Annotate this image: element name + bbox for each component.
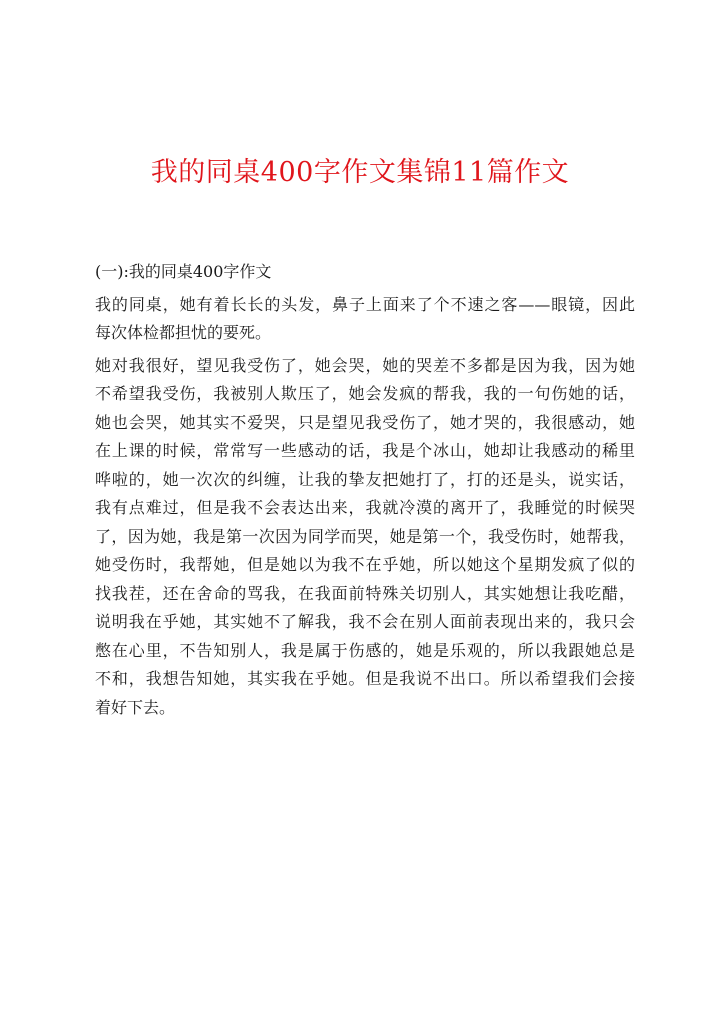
paragraph-line: 不希望我受伤，我被别人欺压了，她会发疯的帮我，我的一句伤她的话， (95, 384, 635, 403)
document-body (95, 258, 635, 722)
paragraph-line: 她受伤时，我帮她，但是她以为我不在乎她，所以她这个星期发疯了似的 (95, 555, 635, 574)
paragraph-line: 憋在心里，不告知别人，我是属于伤感的，她是乐观的，所以我跟她总是 (95, 640, 635, 660)
paragraph-line: 了，因为她，我是第一次因为同学而哭，她是第一个，我受伤时，她帮我， (95, 526, 635, 546)
paragraph-line: 不和，我想告知她，其实我在乎她。但是我说不出口。所以希望我们会接 (95, 669, 635, 688)
paragraph-line: 她也会哭，她其实不爱哭，只是望见我受伤了，她才哭的，我很感动，她 (95, 412, 635, 432)
paragraph-1 (95, 291, 635, 348)
document-title: 我的同桌400字作文集锦11篇作文 (150, 157, 570, 188)
section-heading: (一):我的同桌400字作文 (95, 262, 272, 281)
paragraph-2 (95, 352, 635, 723)
paragraph-line: 说明我在乎她，其实她不了解我，我不会在别人面前表现出来的，我只会 (95, 612, 635, 631)
paragraph-line: 我有点难过，但是我不会表达出来，我就冷漠的离开了，我睡觉的时候哭 (95, 498, 635, 517)
paragraph-line: 着好下去。 (95, 697, 176, 717)
paragraph-line: 哗啦的，她一次次的纠缠，让我的挚友把她打了，打的还是头，说实话， (95, 469, 635, 489)
paragraph-line: 每次体检都担忧的要死。 (95, 323, 272, 342)
paragraph-line: 找我茬，还在舍命的骂我，在我面前特殊关切别人，其实她想让我吃醋， (95, 583, 635, 603)
paragraph-line: 在上课的时候，常常写一些感动的话，我是个冰山，她却让我感动的稀里 (95, 441, 635, 460)
paragraph-line: 我的同桌，她有着长长的头发，鼻子上面来了个不速之客——眼镜，因此 (95, 294, 635, 314)
paragraph-line: 她对我很好，望见我受伤了，她会哭，她的哭差不多都是因为我，因为她 (95, 355, 635, 375)
